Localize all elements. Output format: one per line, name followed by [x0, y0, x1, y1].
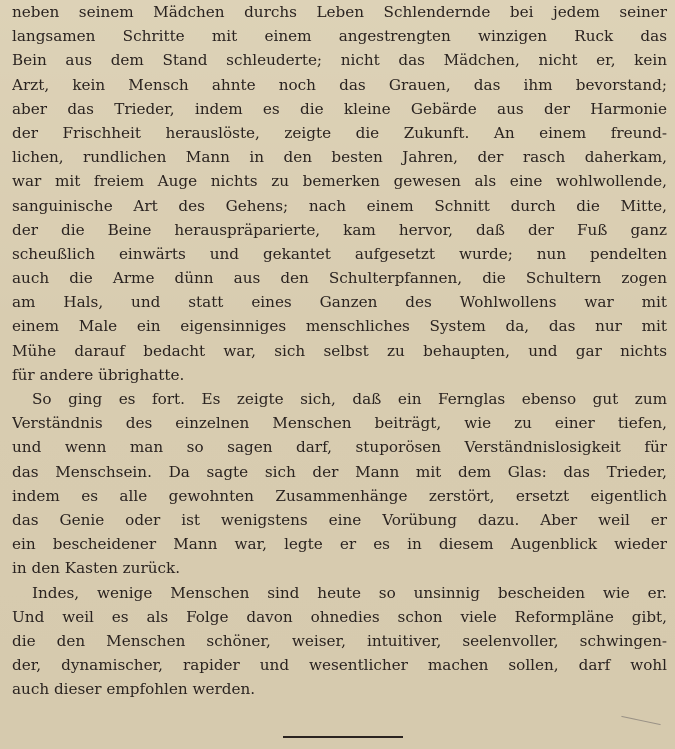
text-line: in den Kasten zurück.: [12, 559, 181, 578]
text-line: der die Beine herauspräparierte, kam hervor, daß der Fuß ganz: [12, 220, 667, 239]
text-line: das Genie oder ist wenigstens eine Vorübung dazu. Aber weil er: [12, 510, 667, 529]
end-rule: [283, 736, 403, 738]
article-body: [12, 0, 667, 701]
text-line: scheußlich einwärts und gekantet aufgesetzt wurde; nun pendelten: [12, 244, 667, 263]
text-line: Mühe darauf bedacht war, sich selbst zu behaupten, und gar nichts: [12, 341, 667, 360]
text-line: Arzt, kein Mensch ahnte noch das Grauen, das ihm bevorstand;: [12, 75, 667, 94]
text-line: die den Menschen schöner, weiser, intuitiver, seelenvoller, schwingen-: [12, 631, 667, 650]
text-line: langsamen Schritte mit einem angestrengten winzigen Ruck das: [12, 27, 667, 46]
text-line: Indes, wenige Menschen sind heute so unsinnig bescheiden wie er.: [32, 583, 667, 602]
text-line: indem es alle gewohnten Zusammenhänge zerstört, ersetzt eigentlich: [12, 486, 667, 505]
text-line: sanguinische Art des Gehens; nach einem Schnitt durch die Mitte,: [12, 196, 667, 215]
text-line: aber das Trieder, indem es die kleine Gebärde aus der Harmonie: [12, 99, 667, 118]
text-line: am Hals, und statt eines Ganzen des Wohlwollens war mit: [12, 293, 667, 312]
text-line: war mit freiem Auge nichts zu bemerken gewesen als eine wohlwollende,: [12, 172, 667, 191]
paper-crease: [621, 716, 660, 725]
text-line: das Menschsein. Da sagte sich der Mann mit dem Glas: das Trieder,: [12, 462, 667, 481]
text-line: So ging es fort. Es zeigte sich, daß ein Fernglas ebenso gut zum: [32, 390, 667, 408]
text-line: neben seinem Mädchen durchs Leben Schlendernde bei jedem seiner: [12, 3, 667, 21]
text-line: lichen, rundlichen Mann in den besten Jahren, der rasch daherkam,: [12, 148, 667, 167]
text-line: einem Male ein eigensinniges menschliches System da, das nur mit: [12, 317, 667, 336]
text-line: Und weil es als Folge davon ohnedies schon viele Reformpläne gibt,: [12, 607, 667, 626]
text-line: Bein aus dem Stand schleuderte; nicht das Mädchen, nicht er, kein: [12, 51, 667, 70]
text-line: auch die Arme dünn aus den Schulterpfannen, die Schultern zogen: [12, 269, 667, 288]
text-line: der Frischheit herauslöste, zeigte die Zukunft. An einem freund-: [12, 123, 667, 142]
text-line: auch dieser empfohlen werden.: [12, 680, 256, 699]
text-line: der, dynamischer, rapider und wesentlicher machen sollen, darf wohl: [12, 656, 667, 675]
text-line: ein bescheidener Mann war, legte er es in diesem Augenblick wieder: [12, 535, 667, 554]
text-line: und wenn man so sagen darf, stuporösen Verständnislosigkeit für: [12, 438, 667, 457]
text-line: Verständnis des einzelnen Menschen beiträgt, wie zu einer tiefen,: [12, 414, 667, 433]
text-line: für andere übrighatte.: [12, 365, 185, 384]
